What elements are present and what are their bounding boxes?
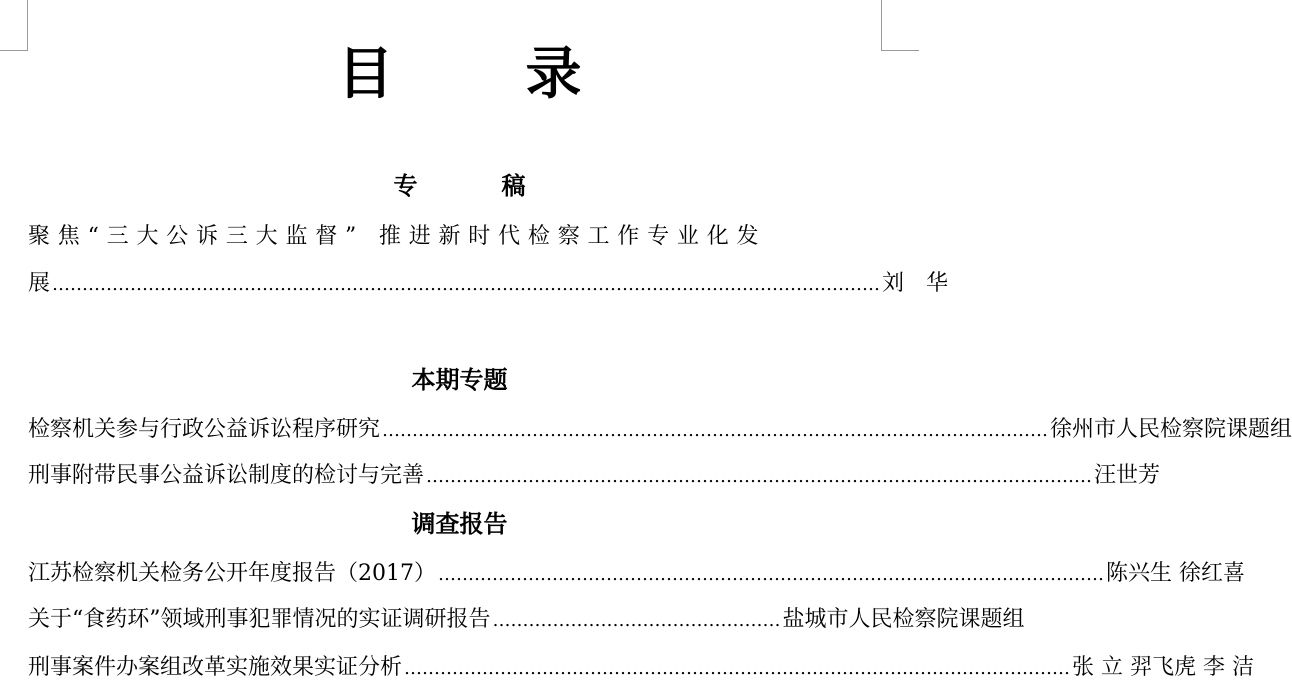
toc-entry-1-line-1[interactable]: 聚焦“三大公诉三大监督” 推进新时代检察工作专业化发 [28, 224, 767, 249]
toc-entry-title: 检察机关参与行政公益诉讼程序研究 [28, 417, 381, 442]
toc-entry-title: 江苏检察机关检务公开年度报告（2017） [28, 561, 436, 586]
toc-entry-6[interactable] [28, 652, 1254, 685]
section-heading-special-manuscript: 专 稿 [393, 171, 556, 200]
toc-entry-2[interactable] [28, 414, 1292, 447]
toc-entry-author: 汪世芳 [1094, 463, 1161, 488]
section-heading-survey-report: 调查报告 [411, 509, 508, 538]
page-title: 目 录 [337, 42, 620, 107]
toc-leader-dots: ………………………………………………………………………………………………… [426, 466, 1093, 487]
toc-entry-title: 刑事附带民事公益诉讼制度的检讨与完善 [28, 463, 425, 488]
toc-entry-1-line-2[interactable] [28, 268, 949, 301]
toc-entry-author: 陈兴生 徐红喜 [1106, 561, 1245, 586]
toc-leader-dots: ………………………………………… [492, 610, 781, 631]
toc-leader-dots: ………………………………………………………………………………………………………………………… [52, 274, 881, 295]
toc-leader-dots: ………………………………………………………………………………………………… [382, 420, 1049, 441]
toc-entry-author: 盐城市人民检察院课题组 [782, 607, 1025, 632]
toc-leader-dots: ………………………………………………………………………………………………… [404, 658, 1071, 679]
toc-entry-5[interactable] [28, 604, 1025, 637]
toc-entry-author: 刘 华 [882, 271, 949, 296]
toc-leader-dots: ………………………………………………………………………………………………… [438, 564, 1104, 585]
toc-entry-4[interactable] [28, 558, 1245, 591]
toc-entry-title: 展 [28, 271, 51, 296]
toc-entry-author: 徐州市人民检察院课题组 [1050, 417, 1292, 442]
toc-entry-title: 关于“食药环”领域刑事犯罪情况的实证调研报告 [28, 607, 491, 632]
toc-entry-title: 刑事案件办案组改革实施效果实证分析 [28, 655, 403, 680]
toc-entry-3[interactable] [28, 460, 1161, 493]
section-heading-special-topic: 本期专题 [411, 365, 508, 394]
toc-entry-author: 张 立 羿飞虎 李 洁 [1072, 655, 1254, 680]
